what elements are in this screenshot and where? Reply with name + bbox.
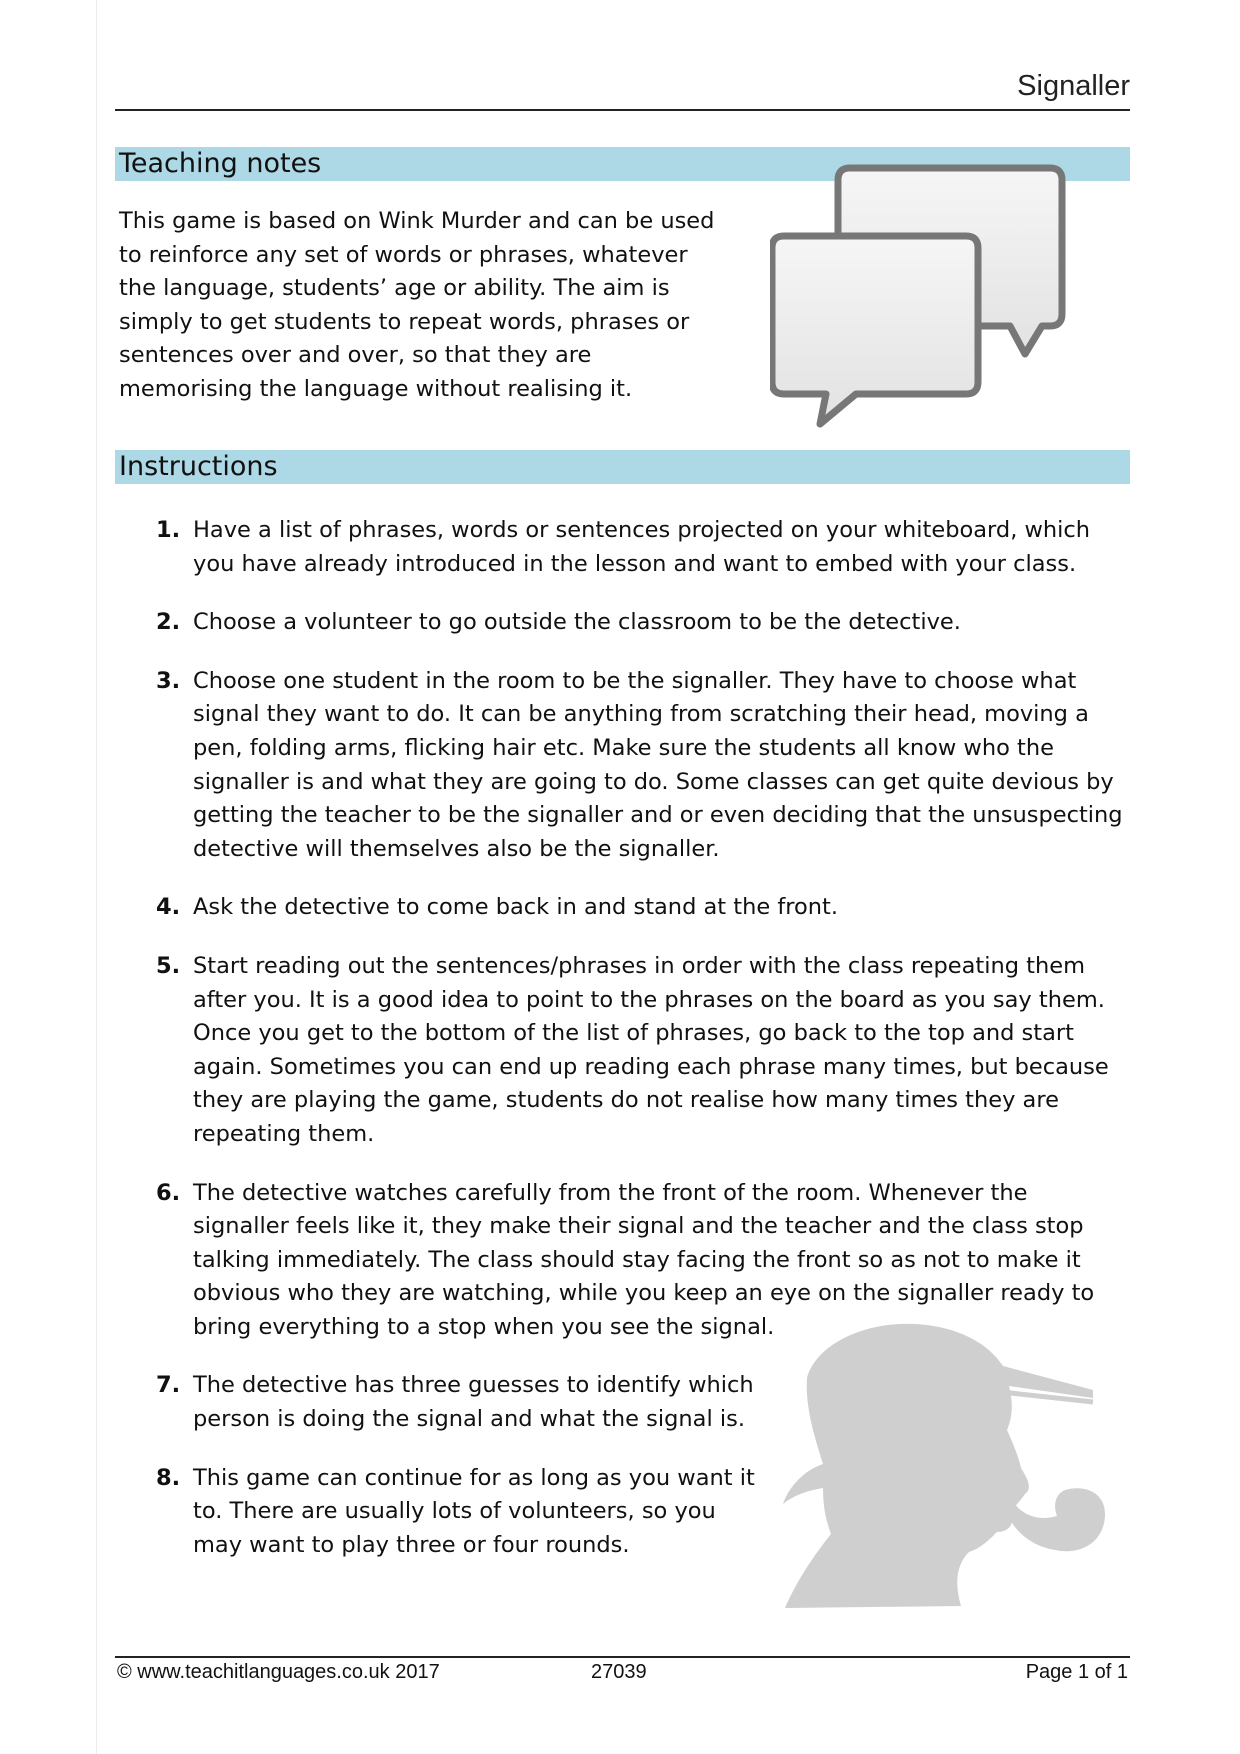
footer-copyright: © www.teachitlanguages.co.uk 2017	[117, 1661, 440, 1683]
list-item	[0, 950, 1123, 1152]
step-line: Choose a volunteer to go outside the classroom to be the detective.	[193, 609, 961, 636]
step-line: obvious who they are watching, while you keep an eye on the signaller ready to	[193, 1280, 1095, 1307]
step-number: 4.	[156, 894, 181, 921]
step-line: Choose one student in the room to be the signaller. They have to choose what	[193, 667, 1077, 694]
step-number: 8.	[156, 1464, 181, 1491]
list-item	[0, 606, 1123, 640]
step-line: they are playing the game, students do not realise how many times they are	[193, 1087, 1059, 1114]
paragraph-line: the language, students’ age or ability. The aim is	[119, 275, 670, 302]
step-line: The detective watches carefully from the front of the room. Whenever the	[193, 1179, 1028, 1206]
step-line: Start reading out the sentences/phrases in order with the class repeating them	[193, 952, 1086, 979]
step-line: again. Sometimes you can end up reading each phrase many times, but because	[193, 1053, 1109, 1080]
footer-page-number: Page 1 of 1	[1025, 1661, 1128, 1683]
step-line: you have already introduced in the lesson and want to embed with your class.	[193, 550, 1077, 577]
paragraph-line: to reinforce any set of words or phrases, whatever	[119, 241, 688, 268]
paragraph-line: This game is based on Wink Murder and can be used	[119, 208, 715, 234]
list-item	[0, 665, 1123, 867]
step-number: 6.	[156, 1179, 181, 1206]
speech-bubbles-icon	[770, 162, 1070, 432]
step-line: The detective has three guesses to identify which	[193, 1372, 754, 1399]
step-line: signaller feels like it, they make their signal and the teacher and the class stop	[193, 1213, 1084, 1240]
step-number: 1.	[156, 517, 181, 543]
step-line: talking immediately. The class should stay facing the front so as not to make it	[193, 1246, 1081, 1273]
step-line: to. There are usually lots of volunteers, so you	[193, 1498, 716, 1525]
paragraph-line: simply to get students to repeat words, phrases or	[119, 308, 690, 335]
step-number: 7.	[156, 1372, 181, 1399]
step-line: Once you get to the bottom of the list of phrases, go back to the top and start	[193, 1020, 1074, 1047]
page-title: Signaller	[1017, 70, 1130, 102]
step-line: signal they want to do. It can be anything from scratching their head, moving a	[193, 701, 1089, 728]
list-item	[0, 514, 1123, 581]
detective-silhouette-icon	[775, 1318, 1120, 1628]
step-line: bring everything to a stop when you see the signal.	[193, 1313, 775, 1340]
step-line: Have a list of phrases, words or sentences projected on your whiteboard, which	[193, 517, 1091, 543]
step-line: signaller is and what they are going to do. Some classes can get quite devious by	[193, 768, 1114, 795]
step-line: detective will themselves also be the signaller.	[193, 835, 720, 862]
teaching-notes-paragraph	[119, 205, 739, 407]
step-line: pen, folding arms, flicking hair etc. Make sure the students all know who the	[193, 734, 1054, 761]
step-number: 2.	[156, 609, 181, 636]
section-heading-instructions: Instructions	[115, 450, 1130, 484]
header-rule	[115, 109, 1130, 111]
paragraph-line: sentences over and over, so that they are	[119, 342, 592, 369]
paragraph-line: memorising the language without realising it.	[119, 375, 633, 402]
list-item	[0, 891, 1123, 925]
step-line: person is doing the signal and what the signal is.	[193, 1406, 745, 1433]
step-line: This game can continue for as long as you want it	[193, 1464, 755, 1491]
step-line: repeating them.	[193, 1120, 375, 1147]
step-line: after you. It is a good idea to point to the phrases on the board as you say them.	[193, 986, 1105, 1013]
step-number: 5.	[156, 952, 181, 979]
section-heading-teaching-notes: Teaching notes	[115, 147, 1130, 181]
step-number: 3.	[156, 667, 181, 694]
step-line: Ask the detective to come back in and stand at the front.	[193, 894, 839, 921]
footer-rule	[115, 1656, 1130, 1658]
footer-resource-code: 27039	[591, 1661, 647, 1683]
step-line: may want to play three or four rounds.	[193, 1531, 630, 1558]
step-line: getting the teacher to be the signaller and or even deciding that the unsuspecting	[193, 802, 1123, 829]
